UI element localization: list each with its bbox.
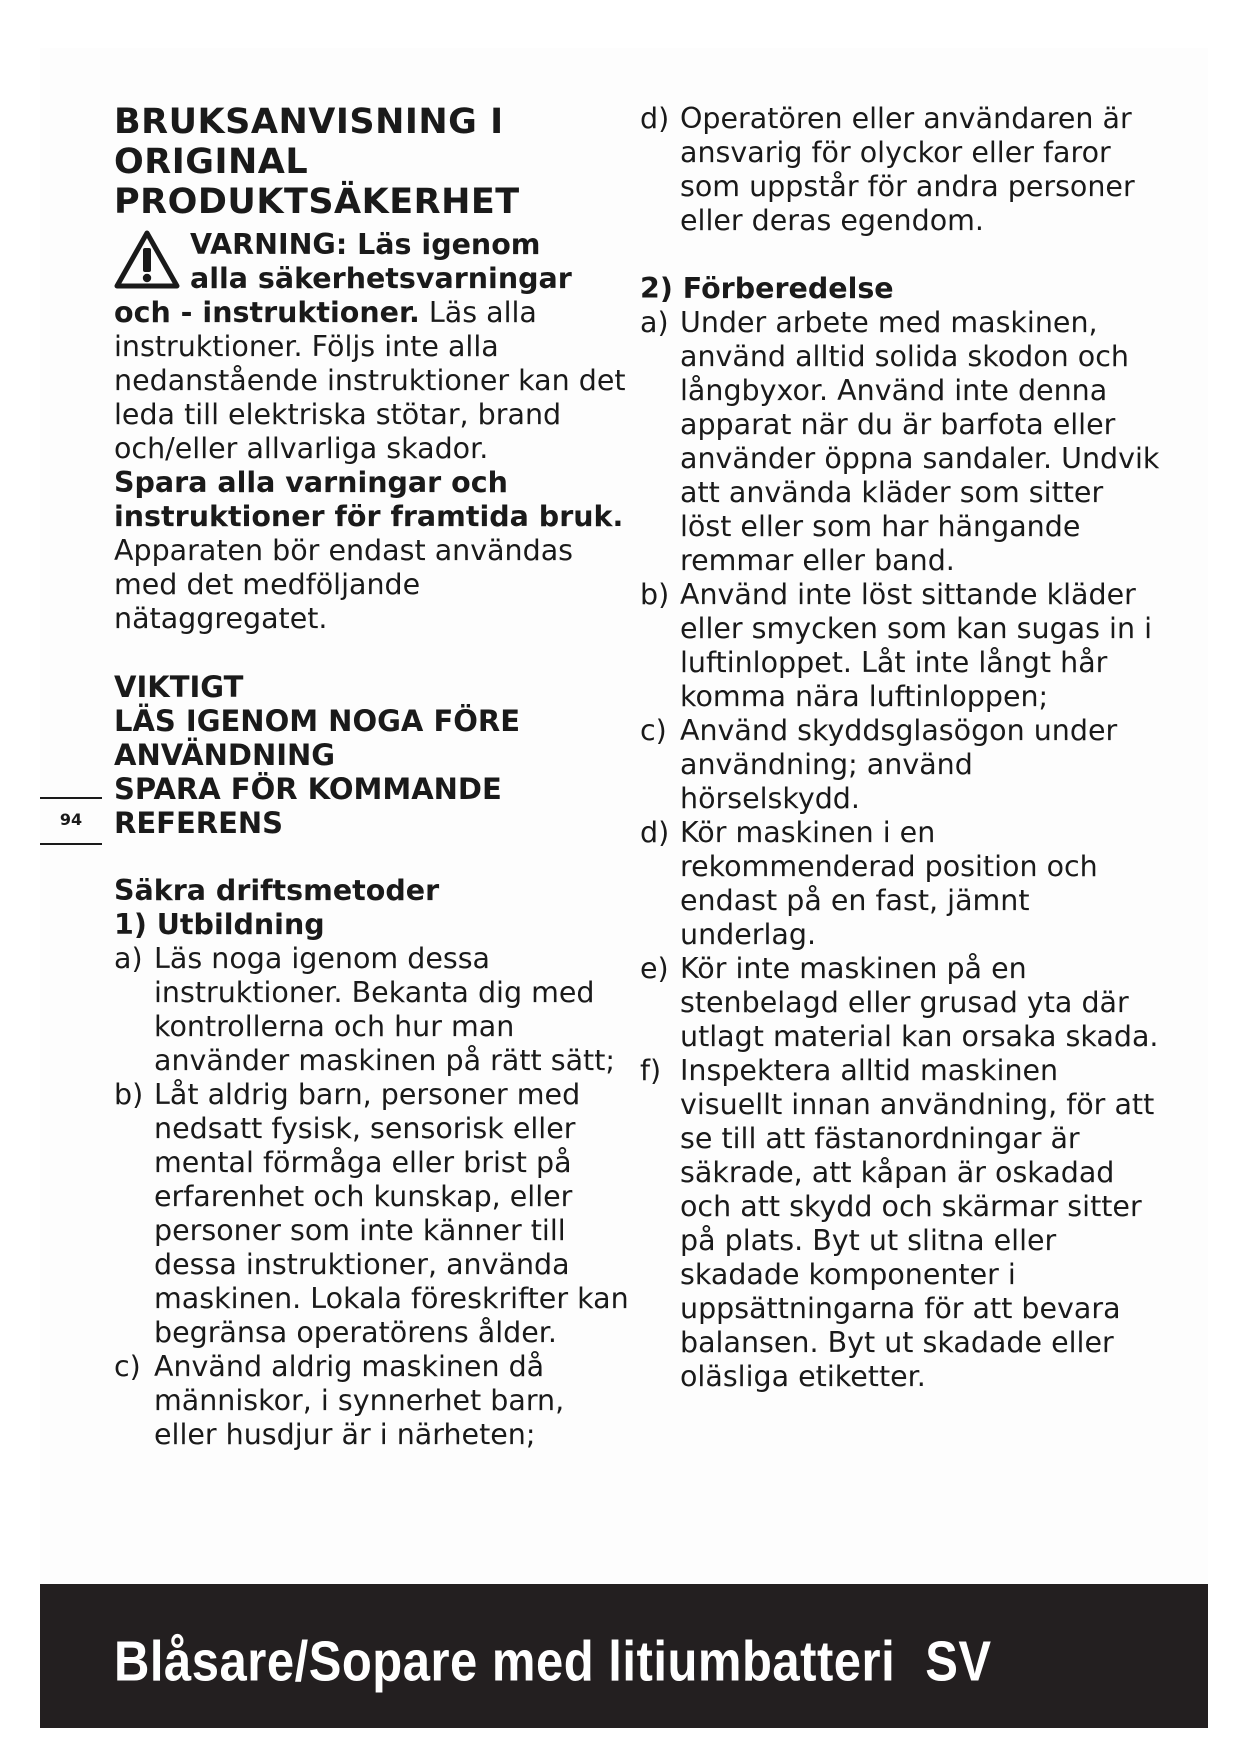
heading-line-1: BRUKSANVISNING I bbox=[114, 102, 504, 142]
list-item-label: d) bbox=[640, 102, 670, 135]
list-item-label: c) bbox=[640, 714, 667, 747]
list-item-text: Låt aldrig barn, personer med nedsatt fysisk, sensorisk eller mental förmåga eller brist på erfarenhet och kunskap, eller personer som inte känner till dessa instruktioner, använda maskinen. Lokala föreskrifter kan begränsa operatörens ålder. bbox=[154, 1078, 629, 1349]
list-item-label: b) bbox=[114, 1078, 144, 1111]
language-code: SV bbox=[925, 1631, 992, 1694]
list-item-label: a) bbox=[114, 942, 143, 975]
footer-title bbox=[114, 1630, 992, 1694]
important-line-3: ANVÄNDNING bbox=[114, 738, 336, 772]
power-supply-note: Apparaten bör endast användas med det medföljande nätaggregatet. bbox=[114, 534, 574, 635]
list-item bbox=[114, 1350, 634, 1452]
page-number-marker bbox=[40, 797, 102, 845]
safe-operations-title: Säkra driftsmetoder bbox=[114, 874, 440, 907]
list-item bbox=[640, 816, 1160, 952]
important-line-5: REFERENS bbox=[114, 806, 284, 840]
list-item bbox=[640, 952, 1160, 1054]
warning-triangle-icon bbox=[114, 230, 180, 290]
warning-title-line-2: alla säkerhetsvarningar bbox=[190, 262, 572, 295]
list-item-label: e) bbox=[640, 952, 669, 985]
warning-title-line-1: VARNING: Läs igenom bbox=[190, 228, 541, 261]
list-item-text: Läs noga igenom dessa instruktioner. Bekanta dig med kontrollerna och hur man använder maskinen på rätt sätt; bbox=[154, 942, 616, 1077]
warning-block bbox=[114, 228, 634, 636]
page-number: 94 bbox=[59, 810, 83, 829]
list-item bbox=[640, 578, 1160, 714]
page-heading bbox=[114, 102, 634, 222]
list-item bbox=[640, 1054, 1160, 1394]
important-line-2: LÄS IGENOM NOGA FÖRE bbox=[114, 704, 521, 738]
list-item-label: b) bbox=[640, 578, 670, 611]
list-item-text: Använd skyddsglasögon under användning; använd hörselskydd. bbox=[680, 714, 1118, 815]
heading-line-2: ORIGINAL bbox=[114, 142, 309, 182]
list-item-label: a) bbox=[640, 306, 669, 339]
list-item-text: Använd aldrig maskinen då människor, i synnerhet barn, eller husdjur är i närheten; bbox=[154, 1350, 565, 1451]
important-notice bbox=[114, 670, 634, 840]
product-name: Blåsare/Sopare med litiumbatteri bbox=[114, 1631, 896, 1694]
list-item bbox=[640, 306, 1160, 578]
list-item-text: Kör maskinen i en rekommenderad position och endast på en fast, jämnt underlag. bbox=[680, 816, 1098, 951]
right-column bbox=[640, 102, 1160, 1394]
warning-intro bbox=[114, 296, 634, 330]
list-item-label: d) bbox=[640, 816, 670, 849]
warning-intro-text: Läs alla bbox=[419, 296, 537, 329]
list-item-label: c) bbox=[114, 1350, 141, 1383]
list-item-text: Kör inte maskinen på en stenbelagd eller grusad yta där utlagt material kan orsaka skada. bbox=[680, 952, 1159, 1053]
list-item-text: Använd inte löst sittande kläder eller smycken som kan sugas in i luftinloppet. Låt inte långt hår komma nära luftinloppen; bbox=[680, 578, 1153, 713]
list-item bbox=[640, 714, 1160, 816]
list-item-text: Inspektera alltid maskinen visuellt innan användning, för att se till att fästanordningar är säkrade, att kåpan är oskadad och att skydd och skärmar sitter på plats. Byt ut slitna eller skadade komponenter i uppsättningarna för att bevara balansen. Byt ut skadade eller oläsliga etiketter. bbox=[680, 1054, 1155, 1393]
warning-save-instructions: Spara alla varningar och instruktioner för framtida bruk. bbox=[114, 466, 624, 533]
list-item bbox=[640, 102, 1160, 238]
left-column bbox=[114, 102, 634, 1452]
important-line-1: VIKTIGT bbox=[114, 670, 244, 704]
heading-line-3: PRODUKTSÄKERHET bbox=[114, 182, 520, 222]
list-item bbox=[114, 942, 634, 1078]
warning-body: instruktioner. Följs inte alla nedanstående instruktioner kan det leda till elektriska stötar, brand och/eller allvarliga skador. bbox=[114, 330, 626, 465]
footer-banner bbox=[40, 1584, 1208, 1728]
list-item-text: Operatören eller användaren är ansvarig för olyckor eller faror som uppstår för andra personer eller deras egendom. bbox=[680, 102, 1135, 237]
page-number-rule-bottom bbox=[40, 843, 102, 845]
important-line-4: SPARA FÖR KOMMANDE bbox=[114, 772, 502, 806]
list-item-text: Under arbete med maskinen, använd alltid solida skodon och långbyxor. Använd inte denna apparat när du är barfota eller använder öppna sandaler. Undvik att använda kläder som sitter löst eller som har hängande remmar eller band. bbox=[680, 306, 1160, 577]
warning-title-line-3: och - instruktioner. bbox=[114, 296, 420, 329]
section-training-title: 1) Utbildning bbox=[114, 908, 325, 941]
section-preparation-title: 2) Förberedelse bbox=[640, 272, 894, 305]
page-number-rule-top bbox=[40, 797, 102, 799]
list-item-label: f) bbox=[640, 1054, 662, 1087]
list-item bbox=[114, 1078, 634, 1350]
